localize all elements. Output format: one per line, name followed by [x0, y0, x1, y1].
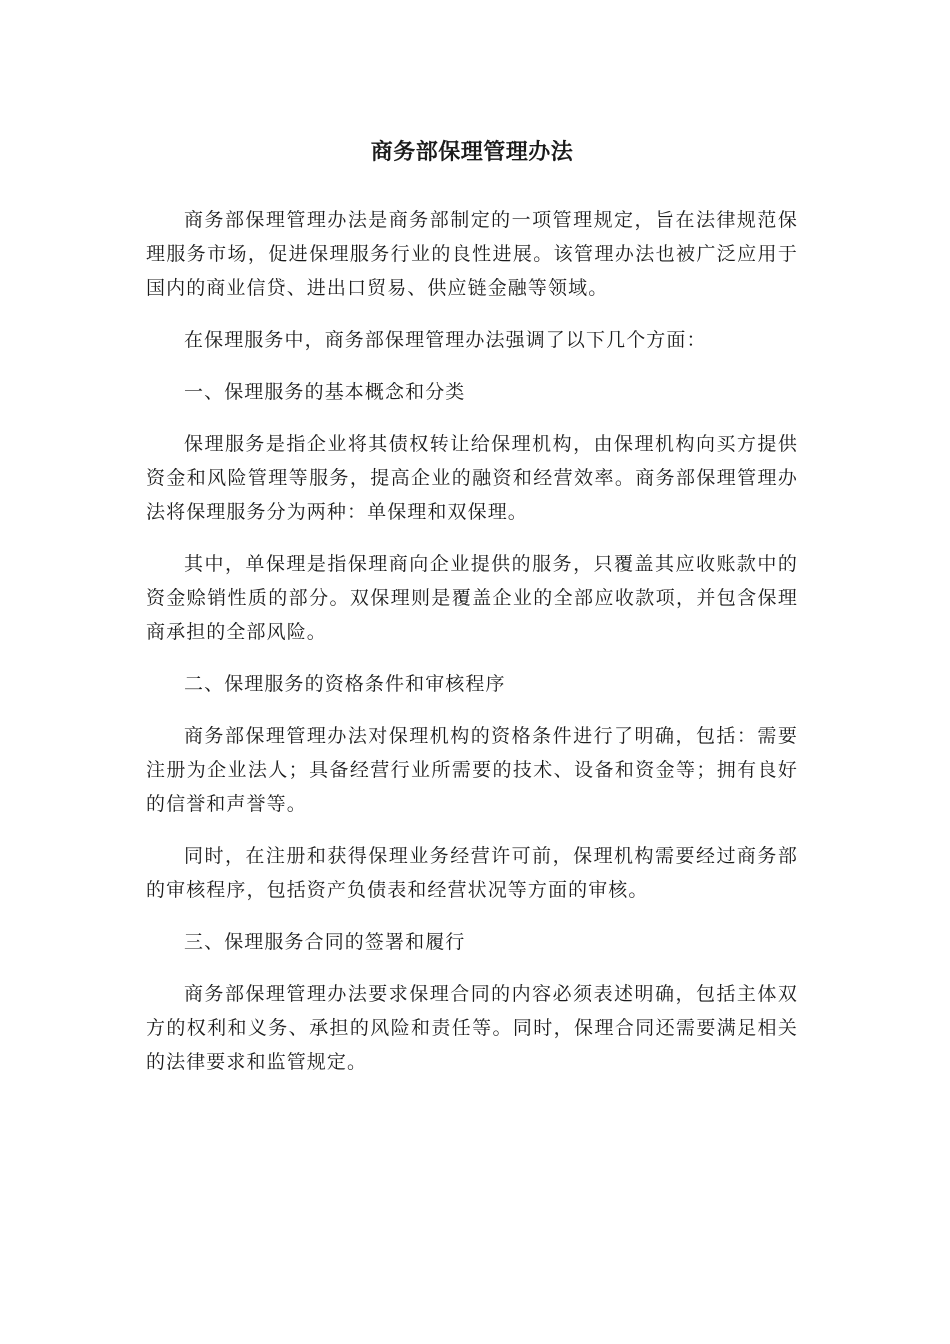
- section-heading-1: 一、保理服务的基本概念和分类: [184, 381, 466, 403]
- paragraph-contract: 商务部保理管理办法要求保理合同的内容必须表述明确，包括主体双方的权利和义务、承担的风险和责任等。同时，保理合同还需要满足相关的法律要求和监管规定。: [146, 983, 798, 1073]
- document-title: 商务部保理管理办法: [370, 140, 574, 165]
- paragraph-single-double: 其中，单保理是指保理商向企业提供的服务，只覆盖其应收账款中的资金赊销性质的部分。双保理则是覆盖企业的全部应收款项，并包含保理商承担的全部风险。: [146, 553, 798, 643]
- paragraph-review: 同时，在注册和获得保理业务经营许可前，保理机构需要经过商务部的审核程序，包括资产负债表和经营状况等方面的审核。: [146, 845, 798, 901]
- paragraph-intro: 商务部保理管理办法是商务部制定的一项管理规定，旨在法律规范保理服务市场，促进保理服务行业的良性进展。该管理办法也被广泛应用于国内的商业信贷、进出口贸易、供应链金融等领域。: [146, 209, 798, 299]
- section-heading-3: 三、保理服务合同的签署和履行: [184, 931, 466, 953]
- paragraph-aspects-lead: 在保理服务中，商务部保理管理办法强调了以下几个方面：: [184, 329, 707, 351]
- paragraph-qualifications: 商务部保理管理办法对保理机构的资格条件进行了明确，包括：需要注册为企业法人；具备经营行业所需要的技术、设备和资金等；拥有良好的信誉和声誉等。: [146, 725, 798, 815]
- paragraph-definition: 保理服务是指企业将其债权转让给保理机构，由保理机构向买方提供资金和风险管理等服务，提高企业的融资和经营效率。商务部保理管理办法将保理服务分为两种：单保理和双保理。: [146, 433, 798, 523]
- section-heading-2: 二、保理服务的资格条件和审核程序: [184, 673, 506, 695]
- document-body: [146, 203, 798, 1097]
